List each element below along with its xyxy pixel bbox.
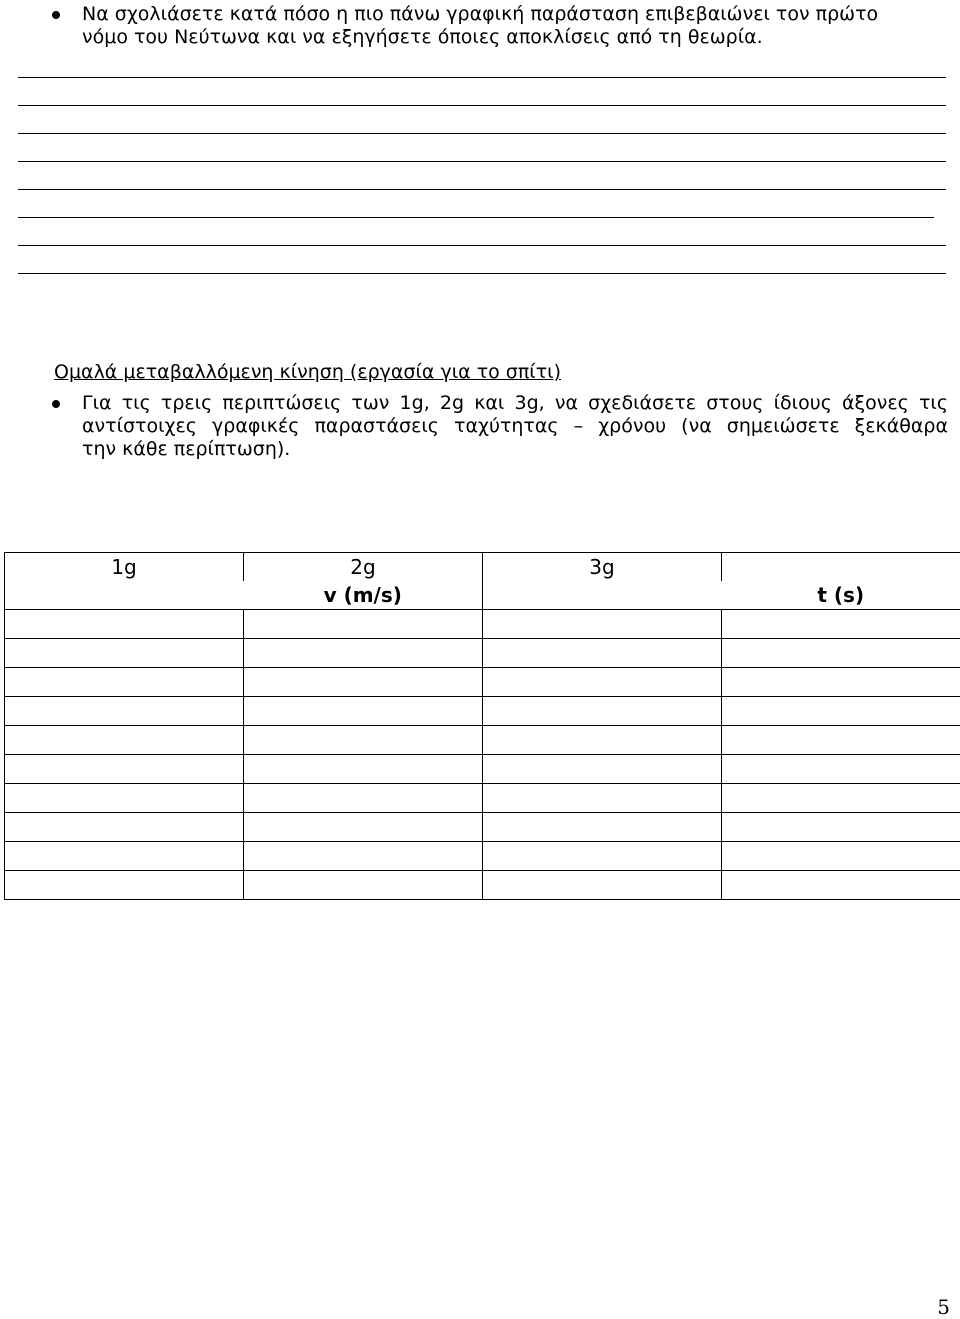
table-cell[interactable] xyxy=(5,610,244,639)
question-2 xyxy=(0,392,960,464)
table-row xyxy=(5,755,960,784)
table-cell[interactable] xyxy=(722,697,960,726)
question-1-text xyxy=(82,3,948,49)
table-cell[interactable] xyxy=(5,755,244,784)
table-cell[interactable] xyxy=(483,755,722,784)
table-cell[interactable] xyxy=(483,610,722,639)
table-cell[interactable] xyxy=(244,813,483,842)
answer-line xyxy=(18,105,946,106)
answer-line xyxy=(18,161,946,162)
header-cell-empty xyxy=(722,553,960,582)
question-2-line-3: την κάθε περίπτωση). xyxy=(82,438,948,461)
header-cell-2g: 2g xyxy=(244,553,483,582)
answer-line xyxy=(18,273,946,274)
velocity-label: v (m/s) xyxy=(244,581,483,610)
answer-line xyxy=(18,77,946,78)
table-cell[interactable] xyxy=(483,813,722,842)
table-cell[interactable] xyxy=(722,871,960,900)
table-row xyxy=(5,871,960,900)
table-cell[interactable] xyxy=(5,813,244,842)
answer-line xyxy=(18,217,934,218)
table-row xyxy=(5,784,960,813)
table-cell[interactable] xyxy=(483,871,722,900)
table-cell[interactable] xyxy=(483,639,722,668)
table-cell[interactable] xyxy=(722,610,960,639)
data-table xyxy=(4,552,960,900)
table-cell[interactable] xyxy=(5,784,244,813)
question-2-line-2: αντίστοιχες γραφικές παραστάσεις ταχύτητας – χρόνου (να σημειώσετε ξεκάθαρα xyxy=(82,415,948,438)
bullet-icon xyxy=(52,400,60,408)
table-cell[interactable] xyxy=(722,784,960,813)
table-row xyxy=(5,726,960,755)
table-cell[interactable] xyxy=(244,610,483,639)
table-cell[interactable] xyxy=(483,842,722,871)
table-cell[interactable] xyxy=(722,755,960,784)
table-cell[interactable] xyxy=(5,842,244,871)
table-cell[interactable] xyxy=(483,668,722,697)
table-cell[interactable] xyxy=(5,639,244,668)
header-cell-1g: 1g xyxy=(5,553,244,582)
table-cell[interactable] xyxy=(722,668,960,697)
table-row xyxy=(5,813,960,842)
table-cell[interactable] xyxy=(244,726,483,755)
answer-line xyxy=(18,133,946,134)
answer-line xyxy=(18,245,946,246)
question-2-text xyxy=(82,392,948,461)
table-cell[interactable] xyxy=(483,726,722,755)
units-cell xyxy=(5,581,244,610)
section-heading: Ομαλά μεταβαλλόμενη κίνηση (εργασία για το σπίτι) xyxy=(54,361,561,384)
time-label: t (s) xyxy=(722,581,960,610)
bullet-icon xyxy=(52,11,60,19)
table-cell[interactable] xyxy=(722,639,960,668)
table-cell[interactable] xyxy=(5,871,244,900)
table-cell[interactable] xyxy=(5,697,244,726)
table-cell[interactable] xyxy=(5,726,244,755)
table-cell[interactable] xyxy=(244,842,483,871)
table-cell[interactable] xyxy=(483,784,722,813)
table-header-row xyxy=(5,553,960,582)
table-cell[interactable] xyxy=(244,639,483,668)
table-cell[interactable] xyxy=(5,668,244,697)
table-row xyxy=(5,842,960,871)
table-cell[interactable] xyxy=(244,697,483,726)
table-row xyxy=(5,610,960,639)
table-cell[interactable] xyxy=(244,871,483,900)
question-1-line-2: νόμο του Νεύτωνα και να εξηγήσετε όποιες αποκλίσεις από τη θεωρία. xyxy=(82,26,948,49)
table-row xyxy=(5,668,960,697)
table-cell[interactable] xyxy=(244,755,483,784)
question-1 xyxy=(0,3,960,53)
table-cell[interactable] xyxy=(483,697,722,726)
table-row xyxy=(5,697,960,726)
question-2-line-1: Για τις τρεις περιπτώσεις των 1g, 2g και 3g, να σχεδιάσετε στους ίδιους άξονες τις xyxy=(82,392,948,415)
question-1-line-1: Να σχολιάσετε κατά πόσο η πιο πάνω γραφική παράσταση επιβεβαιώνει τον πρώτο xyxy=(82,3,948,26)
table-body xyxy=(5,610,960,900)
table-cell[interactable] xyxy=(722,813,960,842)
header-cell-3g: 3g xyxy=(483,553,722,582)
units-cell xyxy=(483,581,722,610)
answer-line xyxy=(18,189,946,190)
table-cell[interactable] xyxy=(244,784,483,813)
table-cell[interactable] xyxy=(722,726,960,755)
table-cell[interactable] xyxy=(244,668,483,697)
page-number: 5 xyxy=(937,1295,950,1319)
table-row xyxy=(5,639,960,668)
table-cell[interactable] xyxy=(722,842,960,871)
table-units-row xyxy=(5,581,960,610)
